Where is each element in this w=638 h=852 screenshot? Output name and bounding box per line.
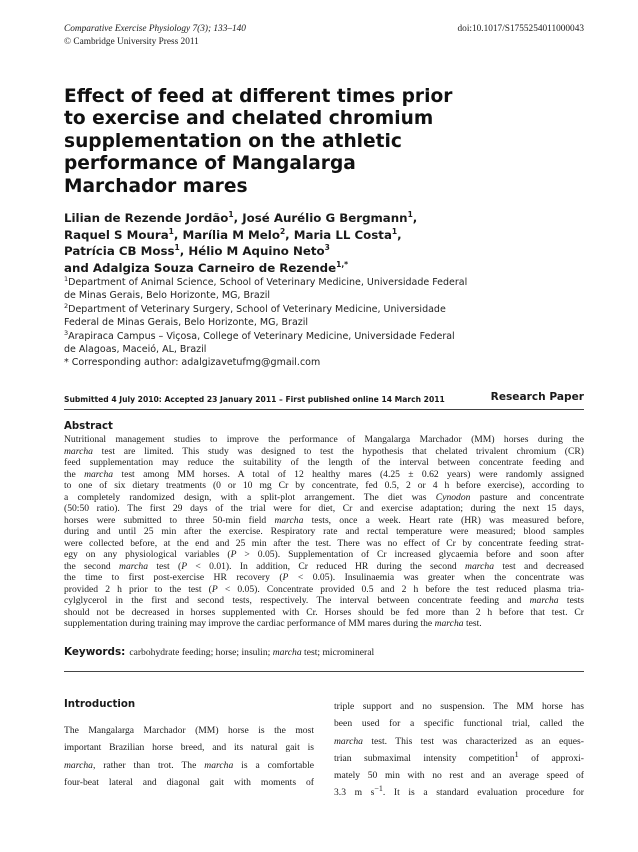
paper-type-label: Research Paper — [490, 391, 584, 403]
abstract-line: the time to first post-exercise HR recovery (P < 0.05). Insulinaemia was greater when the concentrate was — [64, 572, 585, 583]
title-line: Effect of feed at different times prior — [64, 86, 453, 107]
body-line: been used for a specific functional trial, called the — [334, 718, 584, 730]
body-line: trian submaximal intensity competition$^1$ of approxi- — [334, 749, 584, 764]
body-line: 3.3 m $s^{-1}$. It is a standard evaluation procedure for — [334, 784, 584, 799]
abstract-line: a completely randomized design, with a split-plot arrangement. The diet was Cynodon pasture and concentrate — [64, 491, 584, 503]
title-line: to exercise and chelated chromium — [64, 108, 434, 130]
corresponding-author: * Corresponding author: adalgizavetufmg@gmail.com — [64, 357, 321, 369]
introduction-heading: Introduction — [64, 699, 136, 710]
keywords: Keywords: carbohydrate feeding; horse; insulin; marcha test; micromineral — [64, 646, 375, 658]
abstract-line: (50:50 ratio). The first 29 days of the trial were for diet, Cr and exercise adaptation; during the next 15 days, — [64, 503, 584, 514]
journal-header — [64, 23, 584, 49]
abstract-line: egy on any physiological variables (P > 0.05). Supplementation of Cr increased glycaemia before and soon after — [64, 549, 584, 560]
intro-right-column — [334, 698, 584, 802]
author-line: Lilian de Rezende Jordão$^1$, José Aurélio G Bergmann$^1$, — [64, 210, 418, 225]
divider — [64, 671, 584, 672]
author-list — [64, 210, 504, 276]
abstract-line: Nutritional management studies to improve the performance of Mangalarga Marchador (MM) horses during the — [64, 434, 584, 445]
body-line: marcha, rather than trot. The marcha is a comfortable — [64, 759, 314, 771]
keywords-label: Keywords: — [64, 646, 126, 658]
abstract-line: to one of six dietary treatments (0 or 10 mg Cr by concentrate, fed 0.5, 2 or 4 h before exercise), according to — [64, 480, 584, 491]
body-line: triple support and no suspension. The MM horse has — [334, 701, 584, 712]
affiliation-3-cont: de Alagoas, Maceió, AL, Brazil — [64, 344, 207, 356]
abstract-line: the marcha test among MM horses. A total of 12 healthy mares (4.25 ± 0.62 years) were randomly assigned — [64, 468, 584, 480]
abstract-line: supplementation during training may improve the cardiac performance of MM mares during the marcha test. — [64, 618, 482, 629]
abstract-line: cylglycerol in the first and second tests, respectively. The interval between concentrate feeding and marcha tests — [64, 595, 584, 606]
body-line: mately 50 min with no rest and an average speed of — [334, 770, 584, 782]
abstract-line: horses were submitted to three 50-min field marcha tests, once a week. Heart rate (HR) was measured before, — [64, 514, 584, 526]
title-line: performance of Mangalarga — [64, 153, 356, 175]
affiliation-3: $^3$Arapiraca Campus – Viçosa, College of Veterinary Medicine, Universidade Federal — [64, 328, 455, 342]
submission-dates: Submitted 4 July 2010: Accepted 23 January 2011 – First published online 14 March 2011 — [64, 395, 445, 404]
divider — [64, 409, 584, 410]
journal-citation: Comparative Exercise Physiology 7(3); 133–140 — [64, 24, 246, 34]
title-line: Marchador mares — [64, 175, 248, 197]
author-line: Patrícia CB Moss$^1$, Hélio M Aquino Neto$^3$ — [64, 243, 330, 259]
affiliations — [64, 276, 484, 370]
abstract-line: were collected before, at the end and 25 min after the test. There was no effect of Cr by concentrate feeding strat- — [64, 537, 584, 549]
abstract-line: should not be decreased in horses supplemented with Cr. Horses should be fed more than 2 h before that test. Cr — [64, 606, 584, 618]
affiliation-1: $^1$Department of Animal Science, School of Veterinary Medicine, Universidade Federal — [64, 274, 468, 288]
doi-link[interactable]: doi:10.1017/S1755254011000043 — [457, 24, 584, 34]
author-line: and Adalgiza Souza Carneiro de Rezende$^{1,*}$ — [64, 259, 349, 275]
body-line: marcha test. This test was characterized as an eques- — [334, 735, 584, 747]
abstract-body — [64, 434, 584, 630]
abstract-line: the second marcha test (P < 0.01). In addition, Cr reduced HR during the second marcha test and decreased — [64, 560, 584, 572]
abstract-line: during and until 25 min after the exercise. Respiratory rate and rectal temperature were measured; blood samples — [64, 526, 584, 537]
affiliation-1-cont: de Minas Gerais, Belo Horizonte, MG, Brazil — [64, 290, 270, 302]
affiliation-2-cont: Federal de Minas Gerais, Belo Horizonte, MG, Brazil — [64, 317, 309, 329]
abstract-heading: Abstract — [64, 421, 113, 432]
abstract-line: provided 2 h prior to the test (P < 0.05). Concentrate provided 0.5 and 2 h before the test reduced plasma tria- — [64, 583, 584, 595]
intro-left-column — [64, 698, 314, 791]
body-line: The Mangalarga Marchador (MM) horse is the most — [64, 725, 314, 736]
title-line: supplementation on the athletic — [64, 130, 402, 152]
abstract-line: marcha test are limited. This study was designed to test the hypothesis that chelated trivalent chromium (CR) — [64, 445, 584, 457]
affiliation-2: $^2$Department of Veterinary Surgery, School of Veterinary Medicine, Universidade — [64, 301, 446, 315]
author-line: Raquel S Moura$^1$, Marília M Melo$^2$, Maria LL Costa$^1$, — [64, 226, 402, 242]
abstract-line: feed supplementation may reduce the suitability of the length of the interval between concentrate feeding and — [64, 457, 584, 468]
article-title — [64, 86, 453, 198]
body-line: four-beat lateral and diagonal gait with moments of — [64, 776, 314, 788]
body-line: important Brazilian horse breed, and its natural gait is — [64, 742, 314, 754]
copyright-line: © Cambridge University Press 2011 — [64, 37, 199, 47]
